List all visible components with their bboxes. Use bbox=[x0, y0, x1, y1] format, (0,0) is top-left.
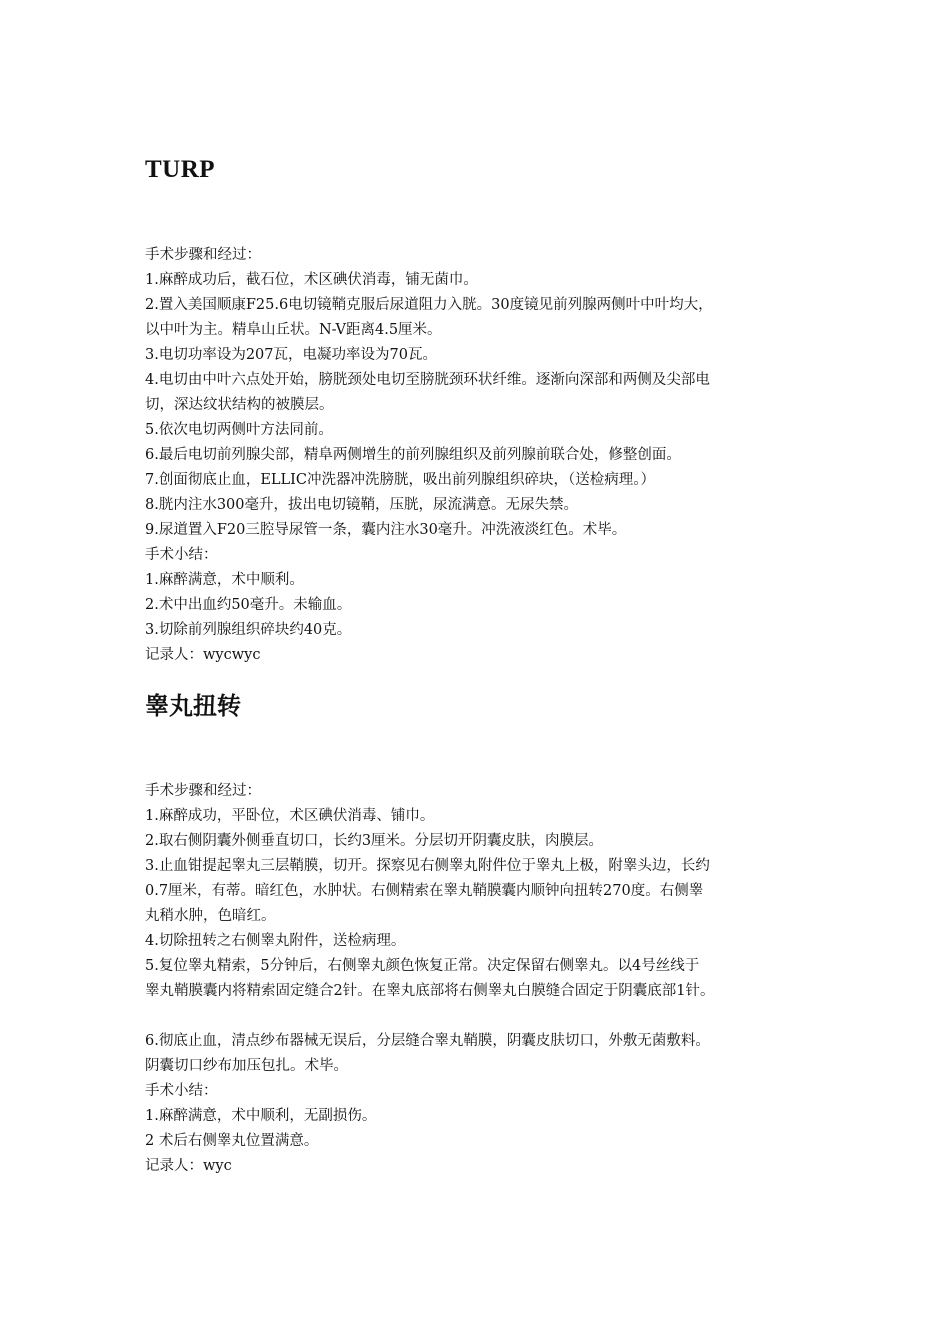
text-line: 5.复位睾丸精索，5分钟后，右侧睾丸颜色恢复正常。决定保留右侧睾丸。以4号丝线于 bbox=[145, 958, 700, 974]
section-title: 睾丸扭转 bbox=[145, 692, 241, 720]
text-line: 1.麻醉满意，术中顺利，无副损伤。 bbox=[145, 1108, 377, 1124]
text-line: 8.胱内注水300毫升，拔出电切镜鞘，压胱，尿流满意。无尿失禁。 bbox=[145, 497, 579, 513]
text-line: 以中叶为主。精阜山丘状。N-V距离4.5厘米。 bbox=[145, 322, 442, 338]
text-line: 记录人：wyc bbox=[145, 1158, 232, 1174]
text-line: 2.术中出血约50毫升。未输血。 bbox=[145, 597, 352, 613]
text-line: 手术小结： bbox=[145, 547, 218, 563]
text-line: 丸稍水肿，色暗红。 bbox=[145, 908, 276, 924]
text-line: 3.电切功率设为207瓦，电凝功率设为70瓦。 bbox=[145, 347, 437, 363]
text-line: 3.止血钳提起睾丸三层鞘膜，切开。探察见右侧睾丸附件位于睾丸上极，附睾头边，长约 bbox=[145, 858, 710, 874]
section-turp bbox=[145, 150, 835, 668]
text-line: 2.置入美国顺康F25.6电切镜鞘克服后尿道阻力入胱。30度镜见前列腺两侧叶中叶均大， bbox=[145, 297, 713, 313]
text-line: 9.尿道置入F20三腔导尿管一条，囊内注水30毫升。冲洗液淡红色。术毕。 bbox=[145, 522, 627, 538]
text-line: 7.创面彻底止血，ELLIC冲洗器冲洗膀胱，吸出前列腺组织碎块，（送检病理。） bbox=[145, 472, 655, 488]
text-line: 1.麻醉成功，平卧位，术区碘伏消毒、铺巾。 bbox=[145, 808, 435, 824]
text-line: 2.取右侧阴囊外侧垂直切口，长约3厘米。分层切开阴囊皮肤，肉膜层。 bbox=[145, 833, 604, 849]
text-line: 5.依次电切两侧叶方法同前。 bbox=[145, 422, 333, 438]
text-line: 睾丸鞘膜囊内将精索固定缝合2针。在睾丸底部将右侧睾丸白膜缝合固定于阴囊底部1针。 bbox=[145, 983, 715, 999]
section-title: TURP bbox=[145, 156, 216, 183]
text-line: 1.麻醉成功后，截石位，术区碘伏消毒，铺无菌巾。 bbox=[145, 272, 478, 288]
text-line: 4.电切由中叶六点处开始，膀胱颈处电切至膀胱颈环状纤维。逐渐向深部和两侧及尖部电 bbox=[145, 372, 710, 388]
section-testicular-torsion bbox=[145, 686, 835, 1179]
section-body bbox=[145, 243, 835, 668]
text-line: 3.切除前列腺组织碎块约40克。 bbox=[145, 622, 352, 638]
section-body bbox=[145, 779, 835, 1179]
text-line: 切，深达纹状结构的被膜层。 bbox=[145, 397, 334, 413]
text-line: 4.切除扭转之右侧睾丸附件，送检病理。 bbox=[145, 933, 406, 949]
text-line: 记录人：wycwyc bbox=[145, 647, 261, 663]
text-line: 2 术后右侧睾丸位置满意。 bbox=[145, 1133, 319, 1149]
blank-line bbox=[145, 1004, 835, 1029]
text-line: 1.麻醉满意，术中顺利。 bbox=[145, 572, 304, 588]
text-line: 6.最后电切前列腺尖部，精阜两侧增生的前列腺组织及前列腺前联合处，修整创面。 bbox=[145, 447, 681, 463]
text-line: 6.彻底止血，清点纱布器械无误后，分层缝合睾丸鞘膜，阴囊皮肤切口，外敷无菌敷料。 bbox=[145, 1033, 710, 1049]
text-line: 阴囊切口纱布加压包扎。术毕。 bbox=[145, 1058, 348, 1074]
text-line: 手术步骤和经过： bbox=[145, 783, 261, 799]
text-line: 手术小结： bbox=[145, 1083, 218, 1099]
text-line: 手术步骤和经过： bbox=[145, 247, 261, 263]
text-line: 0.7厘米，有蒂。暗红色，水肿状。右侧精索在睾丸鞘膜囊内顺钟向扭转270度。右侧睾 bbox=[145, 883, 704, 899]
